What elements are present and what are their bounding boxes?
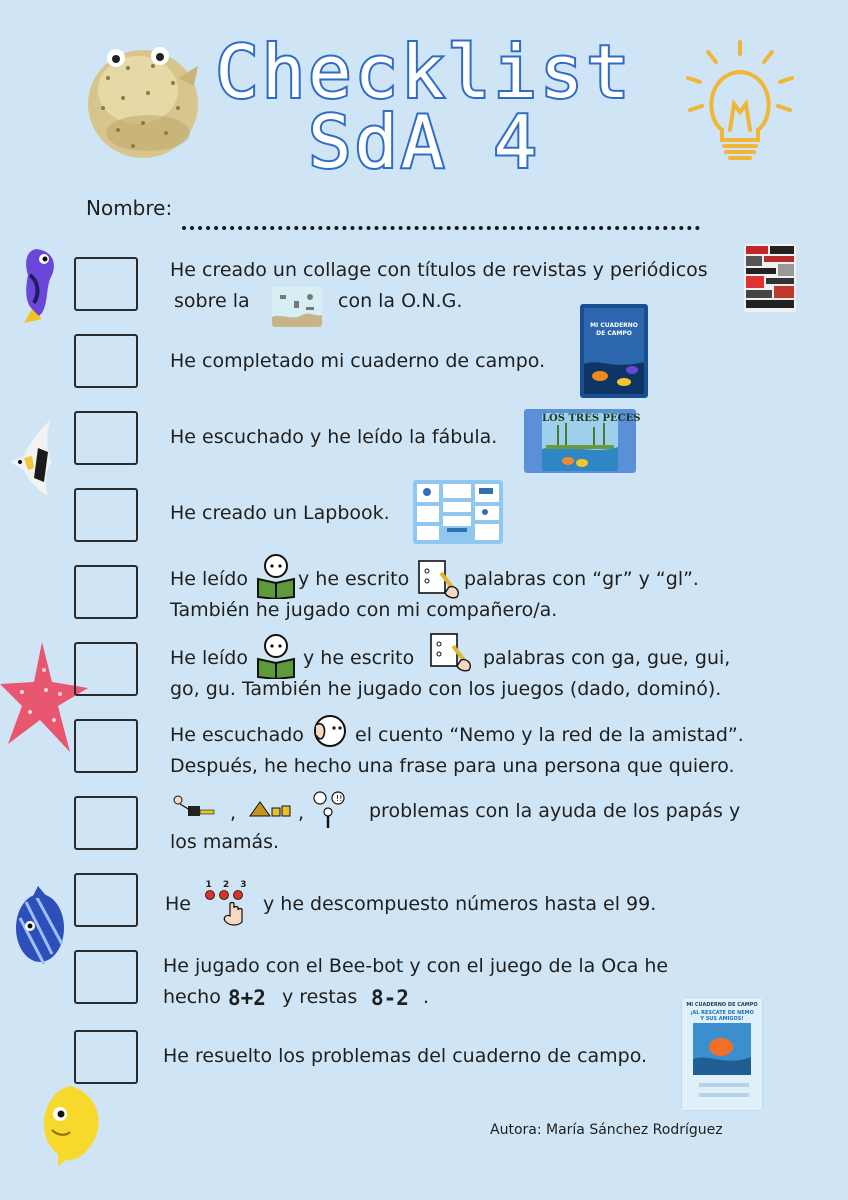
item-5-text-line-1b: y he escrito	[298, 568, 410, 590]
item-1-text-line-1: He creado un collage con títulos de revistas y periódicos	[170, 259, 708, 281]
item-10-text-line-2a: hecho	[163, 986, 221, 1008]
item-6-text-line-1b: y he escrito	[303, 647, 415, 669]
item-1-text-line-2b: con la O.N.G.	[338, 290, 463, 312]
item-2-text: He completado mi cuaderno de campo.	[170, 350, 546, 372]
item-4-text: He creado un Lapbook.	[170, 502, 390, 524]
item-7-text-line-2: Después, he hecho una frase para una persona que quiero.	[170, 755, 735, 777]
item-6-text-line-1a: He leído	[170, 647, 248, 669]
field-notebook-nemo-cover-subtitle: ¡AL RESCATE DE NEMO Y SUS AMIGOS!	[690, 1010, 754, 1022]
reading-pictogram-icon	[256, 553, 296, 599]
subtraction-expression: 8-2	[371, 986, 409, 1010]
item-5-text-line-1c: palabras con “gr” y “gl”.	[464, 568, 699, 590]
page-title-line-1: Checklist	[215, 30, 633, 114]
blue-striped-fish-illustration	[8, 884, 70, 970]
field-notebook-nemo-cover-title: MI CUADERNO DE CAMPO	[686, 1002, 758, 1008]
name-field[interactable]	[182, 218, 700, 230]
item-3-text: He escuchado y he leído la fábula.	[170, 426, 498, 448]
counting-digit: 2	[222, 880, 230, 890]
name-label: Nombre:	[86, 196, 173, 220]
item-7-text-line-1b: el cuento “Nemo y la red de la amistad”.	[355, 724, 744, 746]
item-1-text-line-2a: sobre la	[174, 290, 250, 312]
measuring-tape-pictogram-icon	[170, 792, 216, 820]
checkbox-item-2[interactable]	[74, 334, 138, 388]
checkbox-item-9[interactable]	[74, 873, 138, 927]
checkbox-item-8[interactable]	[74, 796, 138, 850]
yellow-tang-fish-illustration	[36, 1082, 108, 1166]
item-5-text-line-1a: He leído	[170, 568, 248, 590]
newspaper-collage-thumbnail	[744, 244, 796, 312]
counting-digit: 1	[205, 880, 212, 890]
item-5-text-line-2: También he jugado con mi compañero/a.	[170, 599, 558, 621]
checkbox-item-1[interactable]	[74, 257, 138, 311]
writing-pictogram-icon	[427, 630, 475, 672]
counting-pictogram-icon	[200, 880, 252, 928]
checkbox-item-3[interactable]	[74, 411, 138, 465]
lightbulb-icon	[680, 38, 800, 166]
counting-digit: 3	[240, 880, 247, 890]
checkbox-item-4[interactable]	[74, 488, 138, 542]
thinking-person-pictogram-icon	[310, 790, 350, 830]
item-8-text-line-2: los mamás.	[170, 831, 280, 853]
checkbox-item-6[interactable]	[74, 642, 138, 696]
item-7-text-line-1a: He escuchado	[170, 724, 304, 746]
reading-pictogram-icon	[256, 633, 296, 679]
ocean-litter-thumbnail	[272, 287, 322, 327]
checkbox-item-5[interactable]	[74, 565, 138, 619]
writing-pictogram-icon	[415, 557, 463, 599]
item-6-text-line-2: go, gu. También he jugado con los juegos (dado, dominó).	[170, 678, 722, 700]
author-credit: Autora: María Sánchez Rodríguez	[490, 1122, 723, 1138]
field-notebook-cover-title: MI CUADERNO DE CAMPO	[590, 322, 638, 337]
item-9-text-a: He	[165, 893, 191, 915]
item-11-text: He resuelto los problemas del cuaderno de campo.	[163, 1045, 648, 1067]
fable-book-cover-title: LOS TRES PECES	[542, 413, 641, 424]
checkbox-item-11[interactable]	[74, 1030, 138, 1084]
item-8-separator-1: ,	[230, 802, 237, 824]
item-10-text-line-2b: y restas	[282, 986, 358, 1008]
checkbox-item-10[interactable]	[74, 950, 138, 1004]
dory-fish-illustration	[14, 245, 64, 325]
item-8-separator-2: ,	[298, 802, 305, 824]
weights-pictogram-icon	[248, 796, 292, 818]
lapbook-thumbnail	[413, 480, 503, 544]
page-title-line-2: SdA 4	[308, 100, 540, 184]
field-notebook-cover-thumbnail	[580, 304, 648, 398]
item-8-text-line-1: problemas con la ayuda de los papás y	[369, 800, 741, 822]
moorish-idol-fish-illustration	[4, 418, 62, 500]
item-10-text-line-2c: .	[423, 986, 430, 1008]
item-9-text-b: y he descompuesto números hasta el 99.	[263, 893, 657, 915]
item-6-text-line-1c: palabras con ga, gue, gui,	[483, 647, 731, 669]
svg-text:!!: !!	[336, 794, 343, 803]
checkbox-item-7[interactable]	[74, 719, 138, 773]
listening-pictogram-icon	[312, 713, 348, 749]
item-10-text-line-1: He jugado con el Bee-bot y con el juego de la Oca he	[163, 955, 669, 977]
addition-expression: 8+2	[228, 986, 266, 1010]
